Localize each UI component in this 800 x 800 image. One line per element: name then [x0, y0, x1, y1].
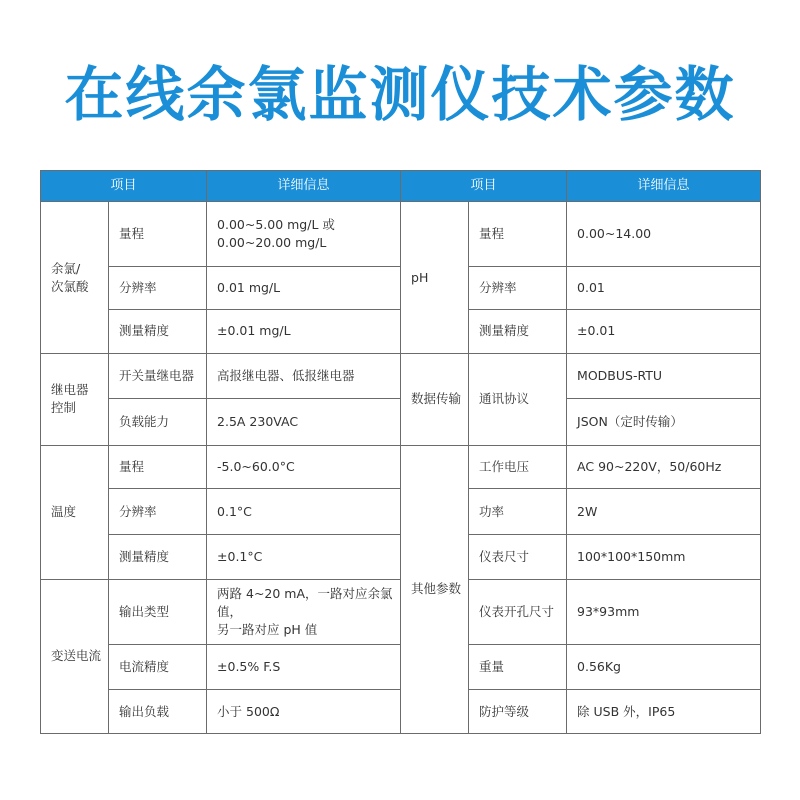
- param-value: -5.0~60.0°C: [207, 445, 401, 489]
- param-label: 电流精度: [109, 644, 207, 690]
- param-label: 通讯协议: [469, 354, 567, 445]
- param-label: 测量精度: [469, 309, 567, 354]
- param-label: 功率: [469, 489, 567, 535]
- param-value: 2W: [567, 489, 761, 535]
- param-label: 分辨率: [109, 266, 207, 309]
- param-label: 量程: [469, 202, 567, 267]
- param-label: 仪表开孔尺寸: [469, 579, 567, 644]
- category-relay-control: 继电器 控制: [41, 354, 109, 445]
- param-value: MODBUS-RTU: [567, 354, 761, 399]
- param-value: 0.1°C: [207, 489, 401, 535]
- param-label: 输出类型: [109, 579, 207, 644]
- param-value: ±0.01: [567, 309, 761, 354]
- param-value: ±0.01 mg/L: [207, 309, 401, 354]
- param-label: 测量精度: [109, 309, 207, 354]
- param-label: 防护等级: [469, 690, 567, 734]
- header-item-left: 项目: [41, 171, 207, 202]
- param-label: 负载能力: [109, 398, 207, 445]
- category-temperature: 温度: [41, 445, 109, 579]
- table-header-row: [41, 171, 761, 202]
- table-row: [41, 445, 761, 489]
- category-ph: pH: [401, 202, 469, 354]
- param-label: 开关量继电器: [109, 354, 207, 399]
- spec-table: [40, 170, 761, 734]
- param-label: 输出负载: [109, 690, 207, 734]
- param-value: 两路 4~20 mA，一路对应余氯值， 另一路对应 pH 值: [207, 579, 401, 644]
- category-output-current: 变送电流: [41, 579, 109, 733]
- param-value: 0.56Kg: [567, 644, 761, 690]
- header-item-right: 项目: [401, 171, 567, 202]
- param-value: AC 90~220V，50/60Hz: [567, 445, 761, 489]
- param-value: 0.00~14.00: [567, 202, 761, 267]
- param-label: 量程: [109, 445, 207, 489]
- page-title: 在线余氯监测仪技术参数: [64, 60, 736, 129]
- header-detail-left: 详细信息: [207, 171, 401, 202]
- param-label: 分辨率: [469, 266, 567, 309]
- param-label: 分辨率: [109, 489, 207, 535]
- param-label: 工作电压: [469, 445, 567, 489]
- param-value: ±0.1°C: [207, 534, 401, 579]
- category-data-transfer: 数据传输: [401, 354, 469, 445]
- table-row: [41, 354, 761, 399]
- param-value: 100*100*150mm: [567, 534, 761, 579]
- param-label: 量程: [109, 202, 207, 267]
- category-other: 其他参数: [401, 445, 469, 733]
- table-row: [41, 202, 761, 267]
- param-value: 0.00~5.00 mg/L 或 0.00~20.00 mg/L: [207, 202, 401, 267]
- param-value: 小于 500Ω: [207, 690, 401, 734]
- param-value: JSON（定时传输）: [567, 398, 761, 445]
- param-label: 测量精度: [109, 534, 207, 579]
- param-value: 0.01: [567, 266, 761, 309]
- param-label: 仪表尺寸: [469, 534, 567, 579]
- param-value: 2.5A 230VAC: [207, 398, 401, 445]
- header-detail-right: 详细信息: [567, 171, 761, 202]
- param-value: 高报继电器、低报继电器: [207, 354, 401, 399]
- param-value: 除 USB 外，IP65: [567, 690, 761, 734]
- category-residual-chlorine: 余氯/ 次氯酸: [41, 202, 109, 354]
- param-value: 0.01 mg/L: [207, 266, 401, 309]
- param-value: ±0.5% F.S: [207, 644, 401, 690]
- param-value: 93*93mm: [567, 579, 761, 644]
- param-label: 重量: [469, 644, 567, 690]
